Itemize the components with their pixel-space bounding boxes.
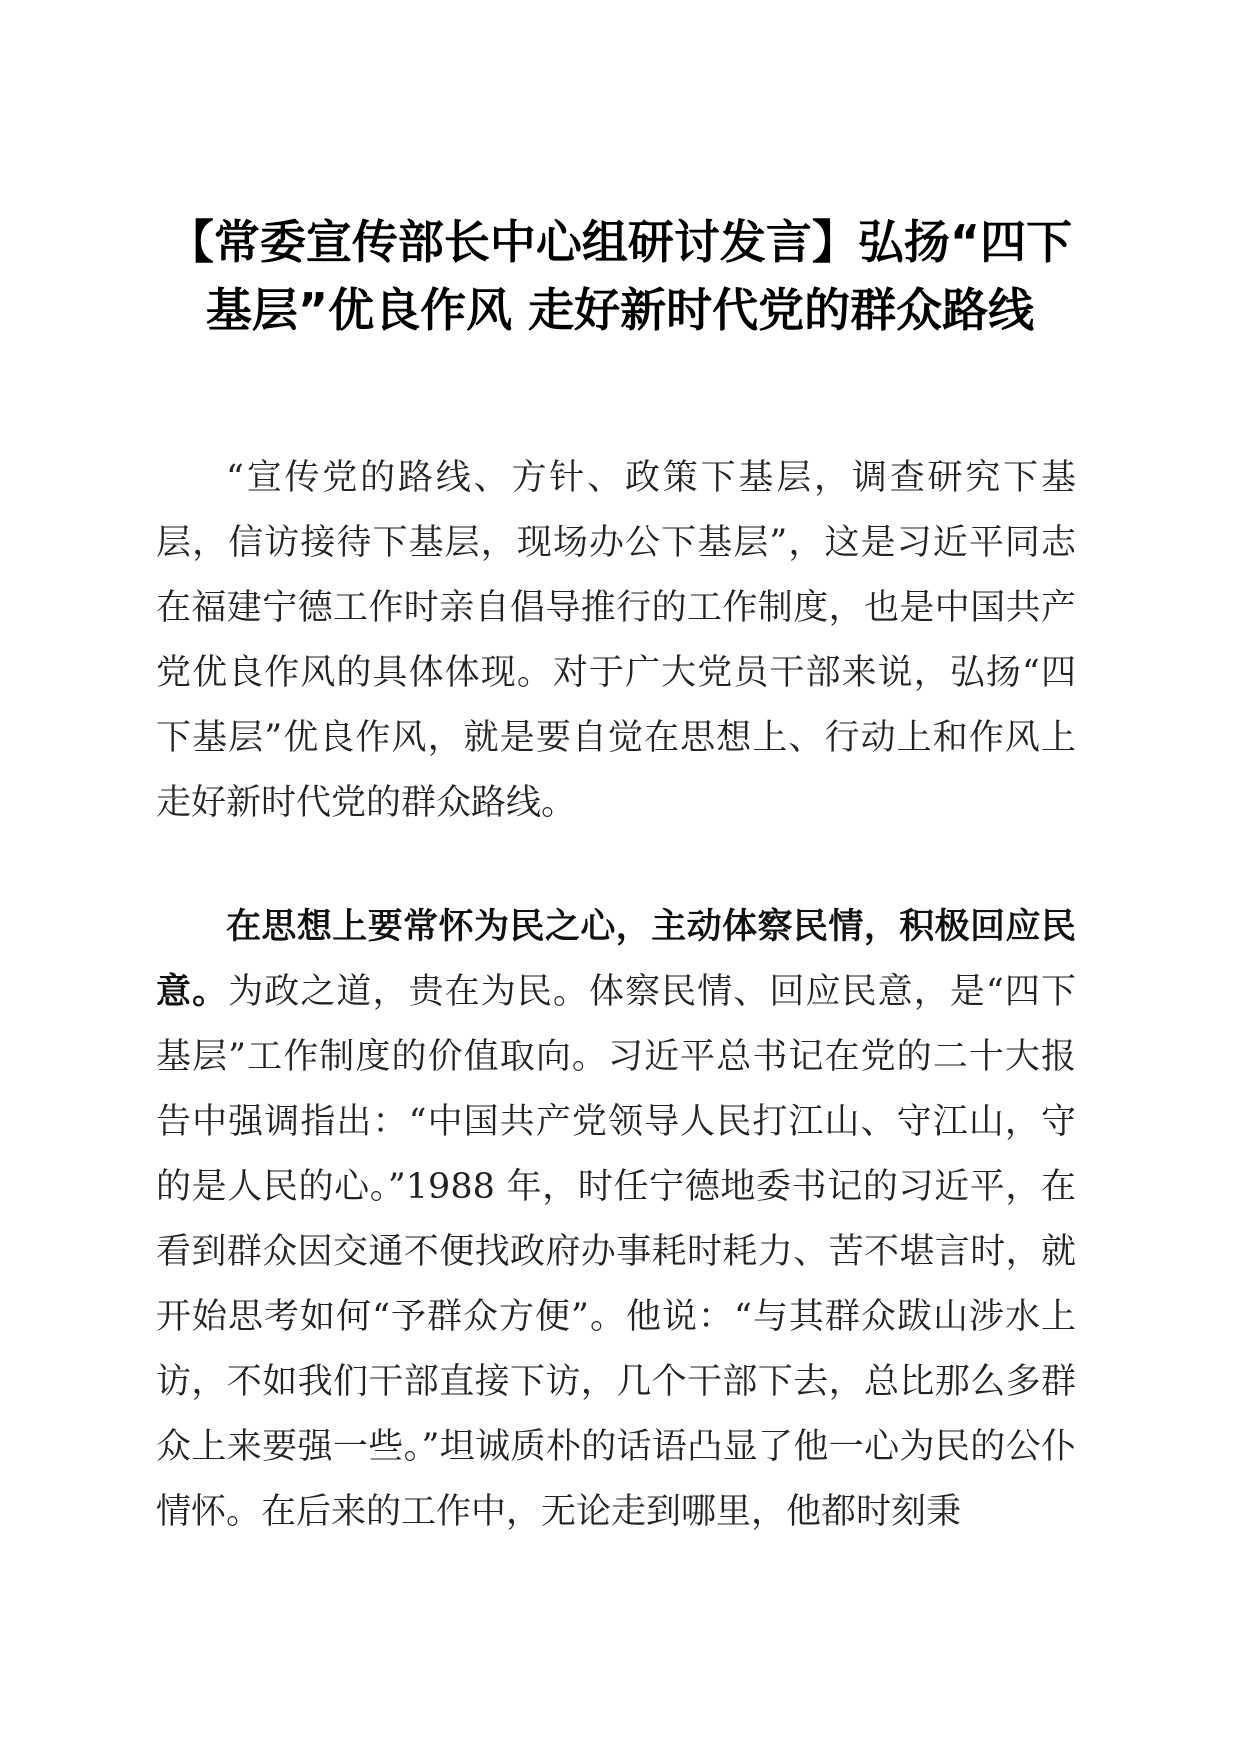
paragraph-thought	[156, 895, 1076, 1545]
document-title: 【常委宣传部长中心组研讨发言】弘扬“四下基层”优良作风 走好新时代党的群众路线	[167, 215, 1073, 337]
paragraph-intro-text: “宣传党的路线、方针、政策下基层，调查研究下基层，信访接待下基层，现场办公下基层”，这是习近平同志在福建宁德工作时亲自倡导推行的工作制度，也是中国共产党优良作风的具体体现。对于广大党员干部来说，弘扬“四下基层”优良作风，就是要自觉在思想上、行动上和作风上走好新时代党的群众路线。	[156, 458, 1076, 823]
paragraph-intro	[156, 446, 1076, 836]
paragraph-thought-text: 为政之道，贵在为民。体察民情、回应民意，是“四下基层”工作制度的价值取向。习近平总书记在党的二十大报告中强调指出：“中国共产党领导人民打江山、守江山，守的是人民的心。”1988 年，时任宁德地委书记的习近平，在看到群众因交通不便找政府办事耗时耗力、苦不堪言时，就开始思考如何“予群众方便”。他说：“与其群众跋山涉水上访，不如我们干部直接下访，几个干部下去，总比那么多群众上来要强一些。”坦诚质朴的话语凸显了他一心为民的公仆情怀。在后来的工作中，无论走到哪里，他都时刻秉	[156, 972, 1076, 1532]
paragraph-thought-lead: 在思想上要常怀为民之心，主动体察民情，积极回应民意。	[156, 907, 1076, 1012]
